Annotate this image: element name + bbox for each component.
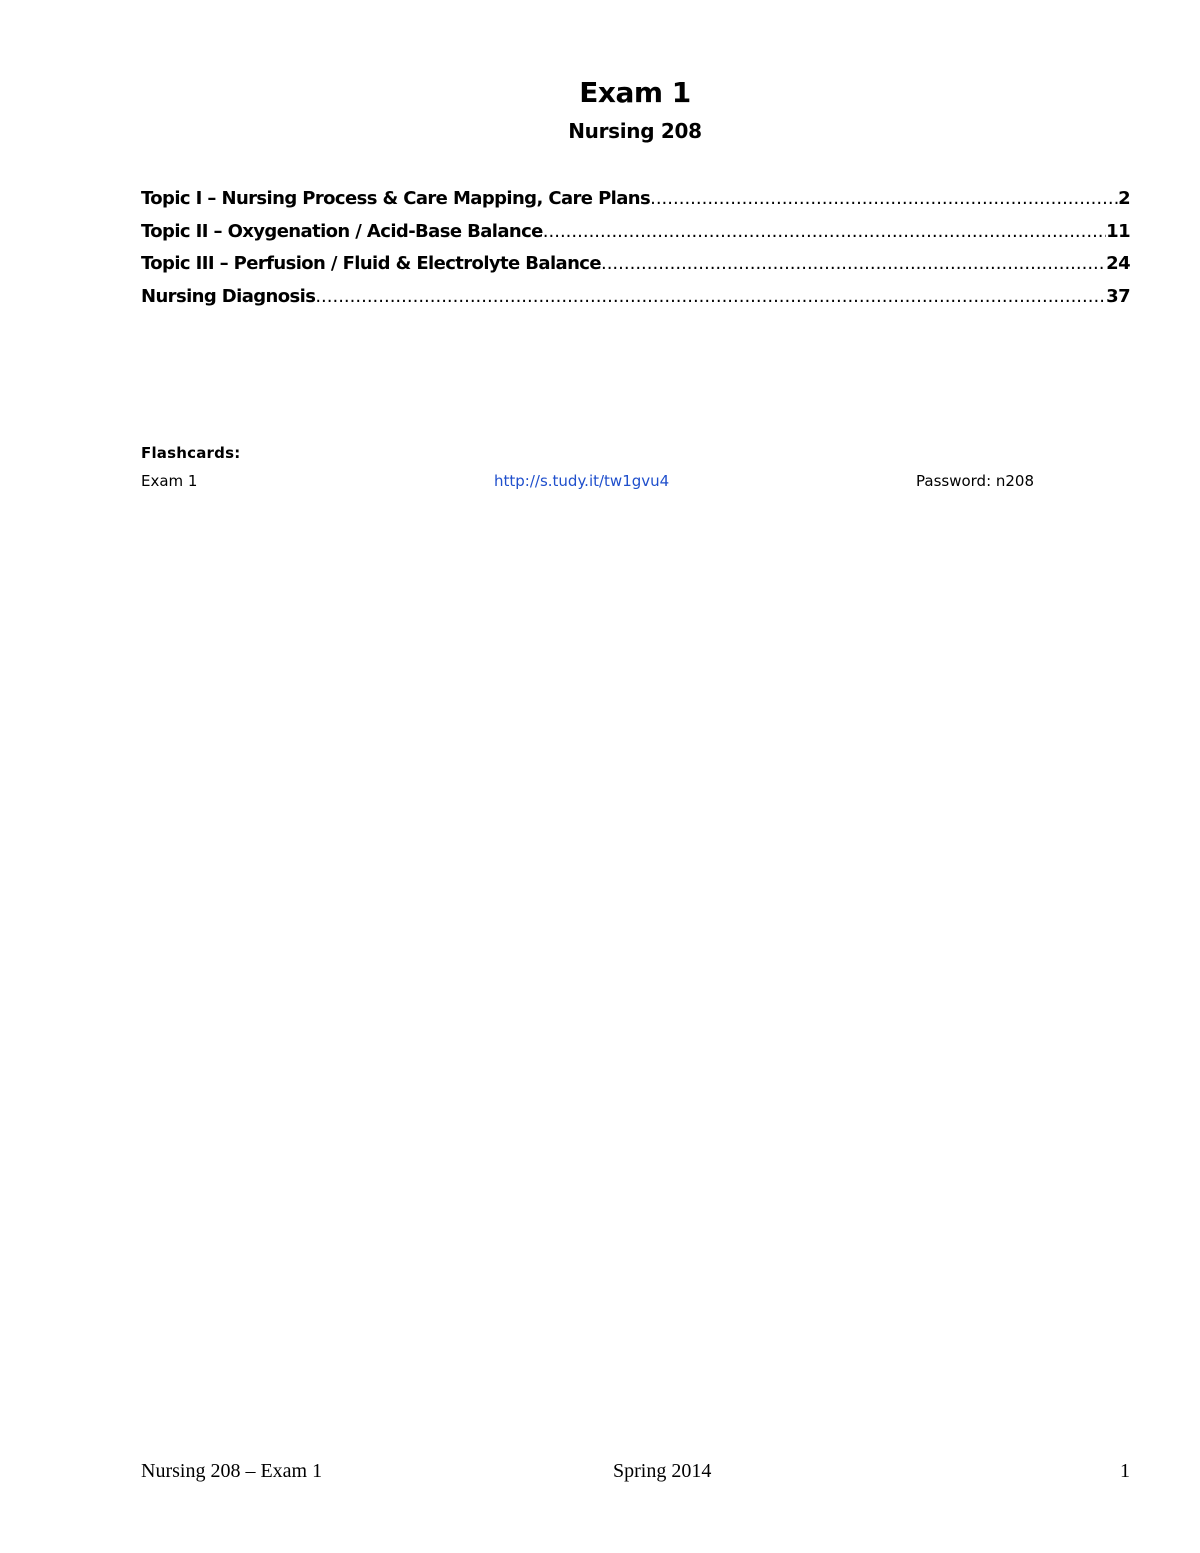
toc-entry-page: 11 bbox=[1106, 220, 1130, 242]
flashcards-row bbox=[141, 470, 1130, 492]
flashcards-exam-name: Exam 1 bbox=[141, 472, 198, 490]
toc-entry-page: 2 bbox=[1118, 188, 1130, 209]
toc-entry-page: 24 bbox=[1106, 253, 1130, 274]
toc-entry-page: 37 bbox=[1106, 285, 1130, 307]
toc-entry-topic-2[interactable] bbox=[141, 221, 1130, 254]
page-footer bbox=[141, 1457, 1130, 1485]
document-title: Exam 1 bbox=[579, 76, 691, 109]
toc-entry-topic-3[interactable] bbox=[141, 253, 1130, 286]
table-of-contents bbox=[141, 188, 1130, 318]
footer-course: Nursing 208 – Exam 1 bbox=[141, 1460, 323, 1482]
footer-page-number: 1 bbox=[1120, 1460, 1130, 1482]
toc-dot-leader bbox=[650, 188, 1118, 209]
toc-entry-nursing-diagnosis[interactable] bbox=[141, 286, 1130, 319]
toc-dot-leader bbox=[601, 253, 1106, 274]
toc-entry-label: Topic I – Nursing Process & Care Mapping, Care Plans bbox=[141, 188, 651, 209]
toc-entry-label: Topic II – Oxygenation / Acid-Base Balance bbox=[141, 220, 543, 242]
footer-term: Spring 2014 bbox=[613, 1460, 712, 1482]
toc-entry-label: Nursing Diagnosis bbox=[141, 285, 316, 307]
flashcards-link[interactable]: http://s.tudy.it/tw1gvu4 bbox=[494, 472, 670, 490]
document-subtitle: Nursing 208 bbox=[568, 119, 702, 143]
toc-dot-leader bbox=[543, 221, 1106, 242]
flashcards-password: Password: n208 bbox=[916, 472, 1035, 490]
flashcards-heading: Flashcards: bbox=[141, 444, 241, 462]
toc-entry-label: Topic III – Perfusion / Fluid & Electrolyte Balance bbox=[141, 253, 601, 274]
toc-entry-topic-1[interactable] bbox=[141, 188, 1130, 221]
toc-dot-leader bbox=[315, 286, 1106, 307]
